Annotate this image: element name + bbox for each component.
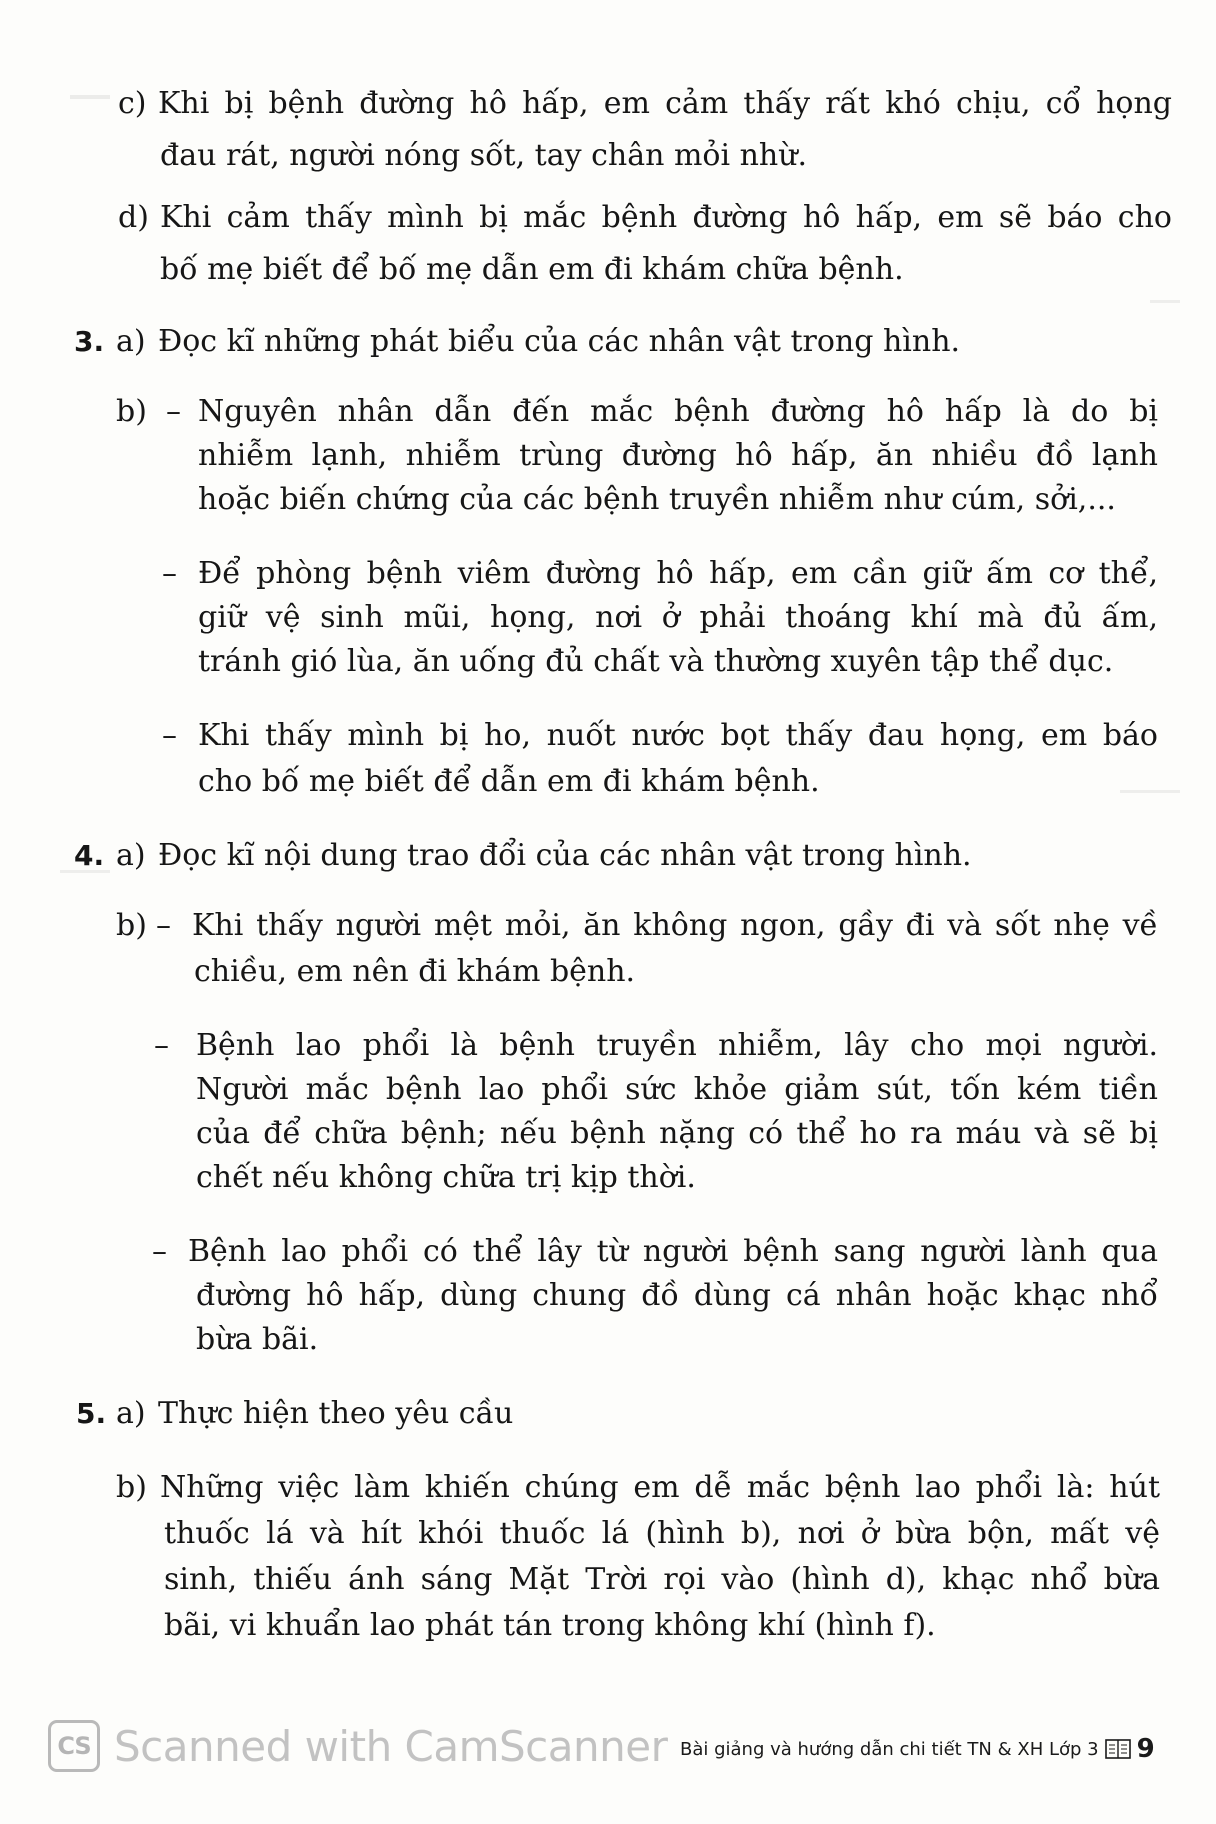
- q5-b-line-4: bãi, vi khuẩn lao phát tán trong không khí (hình f).: [164, 1608, 936, 1643]
- q4-a-marker: a): [116, 838, 146, 873]
- q3-b-dash-2: –: [162, 556, 177, 591]
- question-3-number: 3.: [74, 325, 105, 358]
- q4-b-3-line-3: bừa bãi.: [196, 1322, 319, 1357]
- q3-b-1-line-2: nhiễm lạnh, nhiễm trùng đường hô hấp, ăn nhiều đồ lạnh: [198, 438, 1158, 473]
- page-footer: [680, 1734, 1155, 1764]
- q4-b-1-line-1: Khi thấy người mệt mỏi, ăn không ngon, gầy đi và sốt nhẹ về: [192, 908, 1158, 943]
- q3-b-2-line-2: giữ vệ sinh mũi, họng, nơi ở phải thoáng khí mà đủ ấm,: [198, 600, 1158, 635]
- q4-b-dash-1: –: [156, 908, 171, 943]
- item-c-line-1: Khi bị bệnh đường hô hấp, em cảm thấy rất khó chịu, cổ họng: [158, 86, 1172, 121]
- q5-b-marker: b): [116, 1470, 147, 1505]
- open-book-icon: [1105, 1738, 1131, 1760]
- q5-a-marker: a): [116, 1396, 146, 1431]
- q3-a-text: Đọc kĩ những phát biểu của các nhân vật trong hình.: [158, 324, 961, 359]
- q4-b-marker: b): [116, 908, 147, 943]
- q5-b-line-3: sinh, thiếu ánh sáng Mặt Trời rọi vào (hình d), khạc nhổ bừa: [164, 1562, 1160, 1597]
- q5-b-line-2: thuốc lá và hít khói thuốc lá (hình b), nơi ở bừa bộn, mất vệ: [164, 1516, 1160, 1551]
- q3-b-1-line-1: Nguyên nhân dẫn đến mắc bệnh đường hô hấp là do bị: [198, 394, 1158, 429]
- item-d-marker: d): [118, 200, 149, 235]
- q4-b-2-line-1: Bệnh lao phổi là bệnh truyền nhiễm, lây cho mọi người.: [196, 1028, 1158, 1063]
- q4-b-1-line-2: chiều, em nên đi khám bệnh.: [194, 954, 636, 989]
- q3-a-marker: a): [116, 324, 146, 359]
- camscanner-logo: CS: [48, 1720, 100, 1772]
- q4-b-2-line-2: Người mắc bệnh lao phổi sức khỏe giảm sút, tốn kém tiền: [196, 1072, 1158, 1107]
- q3-b-2-line-3: tránh gió lùa, ăn uống đủ chất và thường xuyên tập thể dục.: [198, 644, 1114, 679]
- item-c-line-2: đau rát, người nóng sốt, tay chân mỏi nhừ.: [160, 138, 808, 173]
- q3-b-3-line-1: Khi thấy mình bị ho, nuốt nước bọt thấy đau họng, em báo: [198, 718, 1158, 753]
- q4-b-dash-2: –: [154, 1028, 169, 1063]
- q4-b-2-line-3: của để chữa bệnh; nếu bệnh nặng có thể ho ra máu và sẽ bị: [196, 1116, 1158, 1151]
- q5-b-line-1: Những việc làm khiến chúng em dễ mắc bệnh lao phổi là: hút: [160, 1470, 1160, 1505]
- camscanner-text: Scanned with CamScanner: [114, 1721, 668, 1771]
- question-5-number: 5.: [76, 1397, 107, 1430]
- q4-b-3-line-2: đường hô hấp, dùng chung đồ dùng cá nhân hoặc khạc nhổ: [196, 1278, 1158, 1313]
- q4-a-text: Đọc kĩ nội dung trao đổi của các nhân vật trong hình.: [158, 838, 972, 873]
- item-c-marker: c): [118, 86, 147, 121]
- question-4-number: 4.: [74, 839, 105, 872]
- q3-b-marker: b): [116, 394, 147, 429]
- book-title: Bài giảng và hướng dẫn chi tiết TN & XH Lớp 3: [680, 1738, 1099, 1760]
- q3-b-2-line-1: Để phòng bệnh viêm đường hô hấp, em cần giữ ấm cơ thể,: [198, 556, 1158, 591]
- camscanner-watermark: [48, 1716, 667, 1776]
- q4-b-2-line-4: chết nếu không chữa trị kịp thời.: [196, 1160, 696, 1195]
- page-number: 9: [1136, 1734, 1155, 1764]
- item-d-line-2: bố mẹ biết để bố mẹ dẫn em đi khám chữa bệnh.: [160, 252, 904, 287]
- q3-b-1-line-3: hoặc biến chứng của các bệnh truyền nhiễm như cúm, sởi,...: [198, 482, 1116, 517]
- q3-b-dash-3: –: [162, 718, 177, 753]
- q3-b-3-line-2: cho bố mẹ biết để dẫn em đi khám bệnh.: [198, 764, 820, 799]
- item-d-line-1: Khi cảm thấy mình bị mắc bệnh đường hô hấp, em sẽ báo cho: [160, 200, 1172, 235]
- q4-b-3-line-1: Bệnh lao phổi có thể lây từ người bệnh sang người lành qua: [188, 1234, 1158, 1269]
- q5-a-text: Thực hiện theo yêu cầu: [158, 1396, 514, 1431]
- q4-b-dash-3: –: [152, 1234, 167, 1269]
- q3-b-dash-1: –: [166, 394, 181, 429]
